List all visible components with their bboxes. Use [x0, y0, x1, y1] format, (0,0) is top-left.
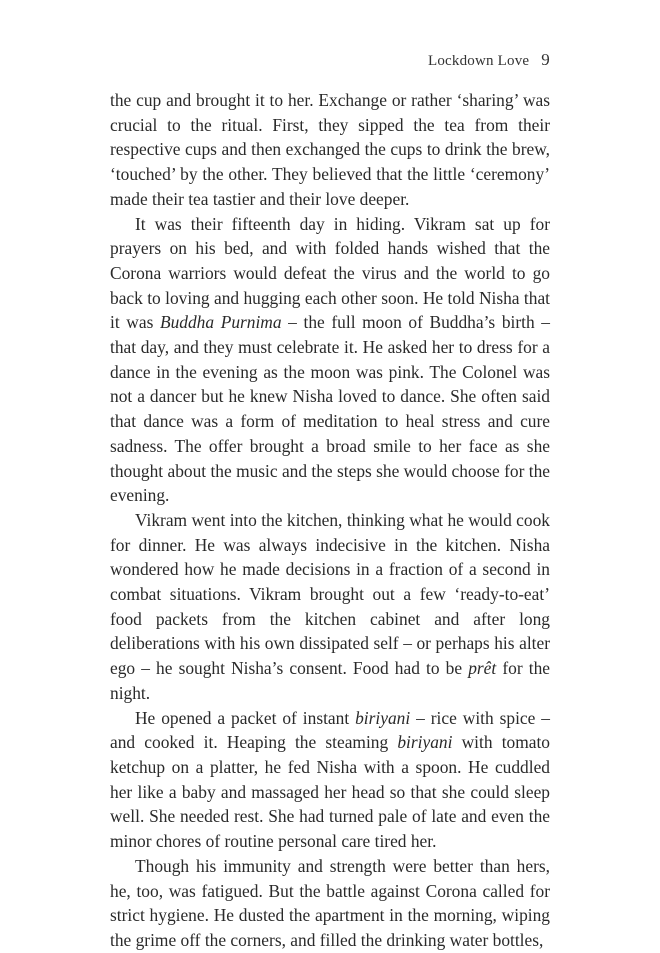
paragraph-text: the cup and brought it to her. Exchange or rather ‘sharing’ was crucial to the ritual. First, they sipped the tea from their respective cups and then exchanged the cups to drink the brew, ‘touched’ by the other. They believed that the little ‘ceremony’ made their tea tastier and their love deeper. — [110, 90, 550, 209]
paragraph-5 — [110, 854, 550, 953]
italic-term-biriyani: biriyani — [397, 732, 453, 753]
paragraph-text: Vikram went into the kitchen, thinking what he would cook for dinner. He was always indecisive in the kitchen. Nisha wondered how he made decisions in a fraction of a second in combat situations. Vikram brought out a few ‘ready-to-eat’ food packets from the kitchen cabinet and after long deliberations with his own dissipated self – or perhaps his alter ego – he sought Nisha’s consent. Food had to be — [110, 509, 550, 679]
paragraph-text: for the night. — [110, 658, 550, 703]
paragraph-3 — [110, 508, 550, 706]
paragraph-text: – the full moon of Buddha’s birth – that day, and they must celebrate it. He asked her to dress for a dance in the evening as the moon was pink. The Colonel was not a dancer but he knew Nisha loved to dance. She often said that dance was a form of meditation to heal stress and cure sadness. The offer brought a broad smile to her face as she thought about the music and the steps she would choose for the evening. — [110, 312, 550, 506]
paragraph-text: – rice with spice – and cooked it. Heaping the steaming — [110, 707, 550, 753]
page-number: 9 — [541, 50, 550, 69]
paragraph-4 — [110, 706, 550, 854]
running-header — [428, 50, 550, 70]
paragraph-text: Though his immunity and strength were better than hers, he, too, was fatigued. But the battle against Corona called for strict hygiene. He dusted the apartment in the morning, wiping the grime off the corners, and filled the drinking water bottles, — [110, 855, 550, 950]
chapter-title: Lockdown Love — [427, 53, 530, 69]
paragraph-text: He opened a packet of instant — [135, 707, 356, 728]
paragraph-1 — [110, 88, 550, 212]
italic-term-buddha-purnima: Buddha Purnima — [159, 312, 282, 333]
italic-term-pret: prêt — [468, 658, 497, 679]
paragraph-2 — [110, 212, 550, 508]
body-text — [110, 88, 550, 953]
paragraph-text: with tomato ketchup on a platter, he fed Nisha with a spoon. He cuddled her like a baby and massaged her head so that she could sleep well. She needed rest. She had turned pale of late and even the minor chores of routine personal care tired her. — [110, 732, 550, 852]
italic-term-biriyani: biriyani — [355, 707, 411, 728]
paragraph-text: It was their fifteenth day in hiding. Vikram sat up for prayers on his bed, and with folded hands wished that the Corona warriors would defeat the virus and the world to go back to loving and hugging each other soon. He told Nisha that it was — [110, 213, 550, 333]
